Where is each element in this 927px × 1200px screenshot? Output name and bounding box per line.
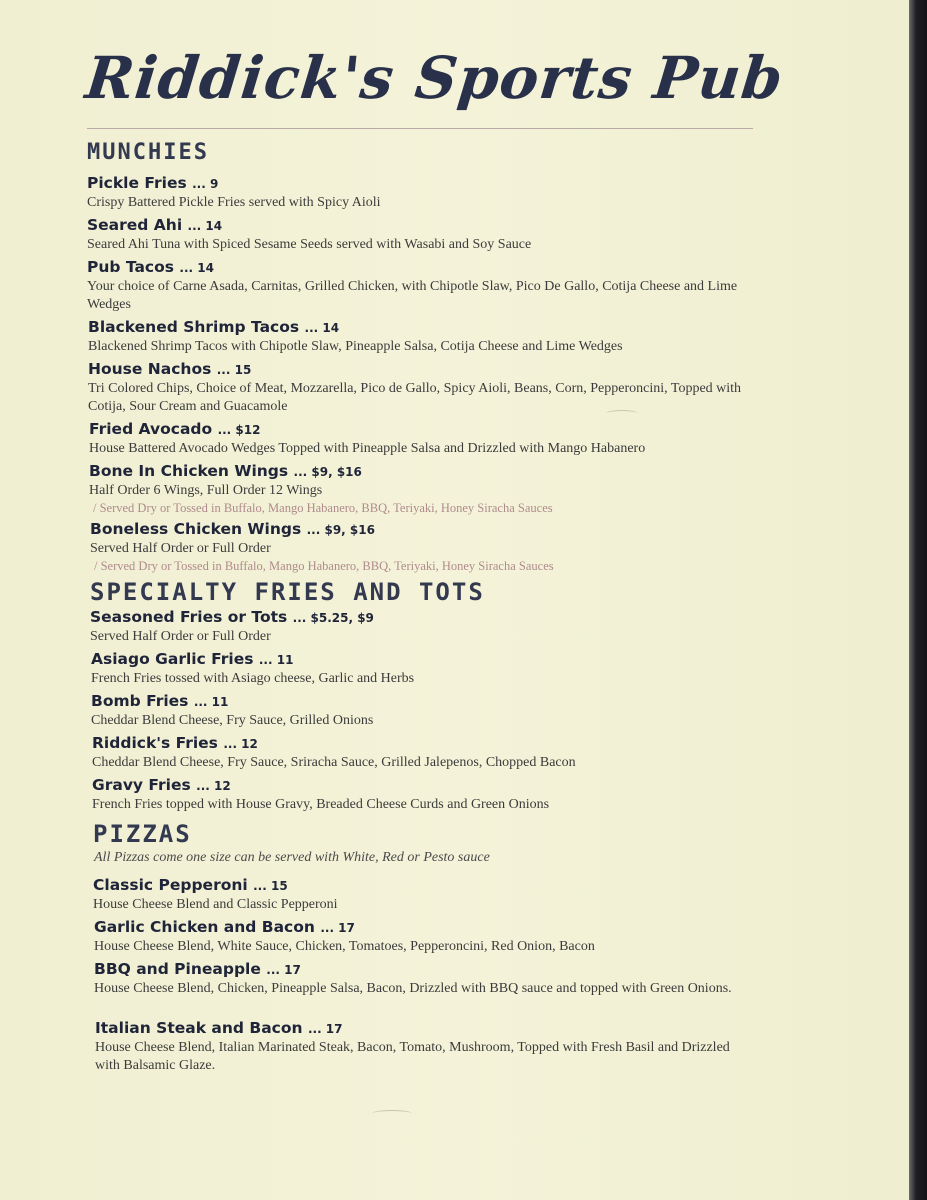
item-description: Served Half Order or Full Order: [90, 629, 271, 644]
item-name: Gravy Fries: [92, 776, 191, 794]
item-sauce-note: / Served Dry or Tossed in Buffalo, Mango Habanero, BBQ, Teriyaki, Honey Siracha Sauces: [93, 501, 553, 515]
page-title: Riddick's Sports Pub: [82, 44, 787, 112]
item-price: ... 9: [192, 177, 219, 191]
item-price: ... 14: [187, 219, 223, 233]
item-price: ... $12: [217, 423, 261, 437]
item-name: Italian Steak and Bacon: [95, 1019, 303, 1037]
section-title-pizzas: PIZZAS: [93, 820, 192, 848]
menu-item: [89, 420, 749, 458]
item-price: ... $5.25, $9: [292, 611, 374, 625]
menu-item: [94, 918, 754, 956]
menu-item: [88, 318, 748, 356]
item-description: Seared Ahi Tuna with Spiced Sesame Seeds served with Wasabi and Soy Sauce: [87, 237, 532, 252]
menu-item: [90, 608, 750, 646]
item-price: ... 14: [304, 321, 340, 335]
paper-smudge: [606, 410, 638, 417]
item-name: House Nachos: [88, 360, 212, 378]
item-name: Pickle Fries: [87, 174, 187, 192]
menu-item: [94, 960, 744, 998]
item-description: House Cheese Blend, Italian Marinated Steak, Bacon, Tomato, Mushroom, Topped with Fresh Basil and Drizzled with Balsamic Glaze.: [95, 1040, 730, 1073]
scan-edge: [909, 0, 927, 1200]
item-name: Asiago Garlic Fries: [91, 650, 254, 668]
menu-item: [89, 462, 749, 516]
item-price: ... 11: [193, 695, 229, 709]
menu-item: [88, 360, 748, 416]
item-name: Seasoned Fries or Tots: [90, 608, 288, 626]
menu-item: [92, 734, 752, 772]
menu-item: [90, 520, 750, 574]
item-price: ... 17: [307, 1022, 343, 1036]
item-price: ... 17: [320, 921, 355, 935]
item-description: House Cheese Blend, White Sauce, Chicken, Tomatoes, Pepperoncini, Red Onion, Bacon: [94, 939, 595, 954]
item-price: ... 17: [266, 963, 301, 977]
item-description: House Battered Avocado Wedges Topped with Pineapple Salsa and Drizzled with Mango Habanero: [89, 441, 646, 456]
paper-smudge: [372, 1110, 412, 1117]
item-price: ... 14: [179, 261, 214, 275]
item-description: French Fries topped with House Gravy, Breaded Cheese Curds and Green Onions: [92, 797, 550, 812]
menu-item: [87, 258, 747, 314]
item-name: Bomb Fries: [91, 692, 189, 710]
item-name: Riddick's Fries: [92, 734, 218, 752]
item-name: Blackened Shrimp Tacos: [88, 318, 300, 336]
menu-item: [91, 692, 751, 730]
item-description: House Cheese Blend, Chicken, Pineapple Salsa, Bacon, Drizzled with BBQ sauce and topped with Green Onions.: [94, 981, 732, 996]
section-title-munchies: MUNCHIES: [87, 140, 209, 165]
item-sauce-note: / Served Dry or Tossed in Buffalo, Mango Habanero, BBQ, Teriyaki, Honey Siracha Sauces: [94, 559, 554, 573]
section-title-specialty-fries: SPECIALTY FRIES AND TOTS: [90, 578, 485, 606]
item-description: Served Half Order or Full Order: [90, 541, 271, 556]
menu-item: [87, 174, 747, 212]
menu-item: [91, 650, 751, 688]
item-description: Cheddar Blend Cheese, Fry Sauce, Grilled Onions: [91, 713, 374, 728]
item-name: Boneless Chicken Wings: [90, 520, 302, 538]
menu-item: [92, 776, 752, 814]
item-name: Pub Tacos: [87, 258, 174, 276]
item-name: Fried Avocado: [89, 420, 213, 438]
item-price: ... 12: [196, 779, 231, 793]
menu-item: [87, 216, 747, 254]
item-description: Crispy Battered Pickle Fries served with Spicy Aioli: [87, 195, 381, 210]
item-name: Classic Pepperoni: [93, 876, 248, 894]
item-description: Tri Colored Chips, Choice of Meat, Mozzarella, Pico de Gallo, Spicy Aioli, Beans, Corn, Pepperoncini, Topped with Cotija, Sour Cream and Guacamole: [88, 381, 742, 414]
item-description: French Fries tossed with Asiago cheese, Garlic and Herbs: [91, 671, 415, 686]
item-name: Bone In Chicken Wings: [89, 462, 289, 480]
item-description: Blackened Shrimp Tacos with Chipotle Slaw, Pineapple Salsa, Cotija Cheese and Lime Wedges: [88, 339, 623, 354]
menu-item: [93, 876, 753, 914]
item-price: ... $9, $16: [293, 465, 362, 479]
item-price: ... 11: [258, 653, 294, 667]
item-price: ... $9, $16: [306, 523, 375, 537]
item-description: Your choice of Carne Asada, Carnitas, Grilled Chicken, with Chipotle Slaw, Pico De Gallo, Cotija Cheese and Lime Wedges: [87, 279, 738, 312]
menu-item: [95, 1019, 740, 1075]
item-name: Seared Ahi: [87, 216, 183, 234]
item-name: BBQ and Pineapple: [94, 960, 261, 978]
item-price: ... 15: [216, 363, 252, 377]
item-description: House Cheese Blend and Classic Pepperoni: [93, 897, 338, 912]
pizza-sauce-note: All Pizzas come one size can be served with White, Red or Pesto sauce: [94, 850, 490, 865]
item-price: ... 15: [253, 879, 288, 893]
item-price: ... 12: [223, 737, 258, 751]
item-description: Half Order 6 Wings, Full Order 12 Wings: [89, 483, 323, 498]
item-description: Cheddar Blend Cheese, Fry Sauce, Sriracha Sauce, Grilled Jalepenos, Chopped Bacon: [92, 755, 576, 770]
item-name: Garlic Chicken and Bacon: [94, 918, 315, 936]
